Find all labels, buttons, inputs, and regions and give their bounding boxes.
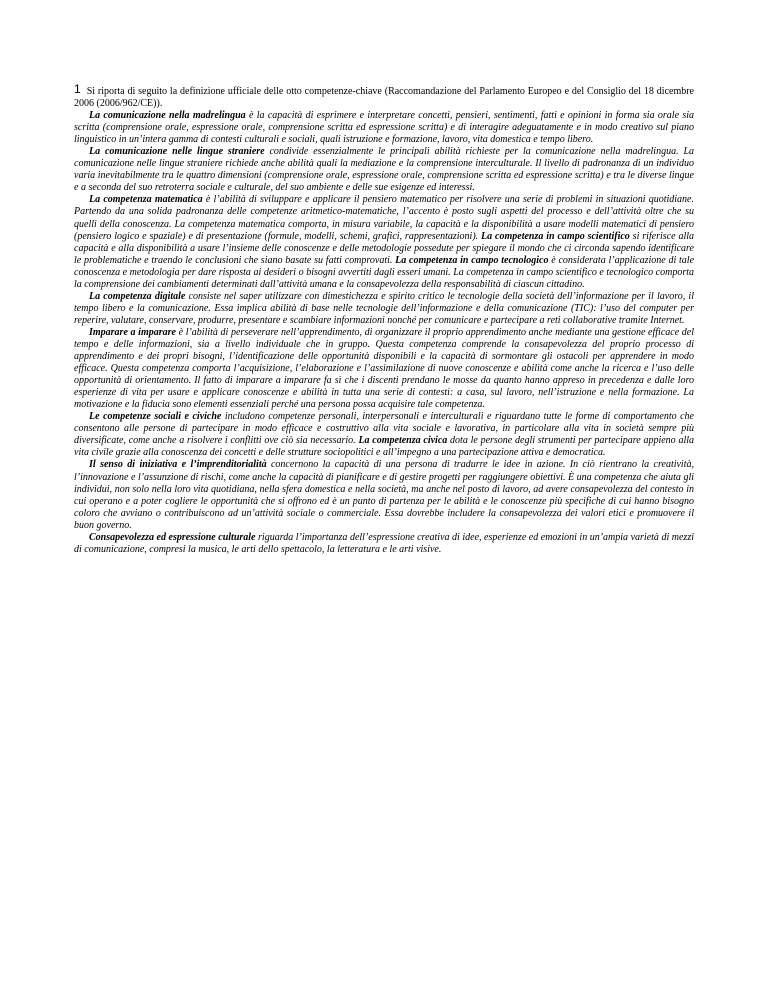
paragraph-matematica bbox=[74, 194, 694, 290]
paragraph-madrelingua bbox=[74, 110, 694, 146]
term-madrelingua: La comunicazione nella madrelingua bbox=[89, 110, 246, 122]
term-tecnologico: La competenza in campo tecnologico bbox=[395, 254, 549, 266]
term-sociali-civiche: Le competenze sociali e civiche bbox=[89, 411, 222, 423]
definition-iniziativa: concernono la capacità di una persona di tradurre le idee in azione. In ciò rientrano la creatività, l’innovazione e l’assunzione di rischi, come anche la capacità di pianificare e di gestire progetti per raggiungere obiettivi. È una competenza che aiuta gli individui, non solo nella loro vita quotidiana, nella sfera domestica e nella società, ma anche nel posto di lavoro, ad avere consapevolezza del contesto in cui operano e a poter cogliere le opportunità che si offrono ed è un punto di partenza per le abilità e le conoscenze più specifiche di cui hanno bisogno coloro che avviano o contribuiscono ad un’attività sociale o commerciale. Essa dovrebbe includere la consapevolezza dei valori etici e promuovere il buon governo. bbox=[74, 459, 694, 531]
paragraph-digitale bbox=[74, 291, 694, 327]
paragraph-sociali-civiche bbox=[74, 411, 694, 459]
definition-tecnologico: è considerata l’applicazione di tale conoscenza e metodologia per dare risposta ai desideri o bisogni avvertiti dagli esseri umani. La competenza in campo scientifico e tecnologico comporta la comprensione dei cambiamenti determinati dall’attività umana e la consapevolezza della responsabilità di ciascun cittadino. bbox=[74, 254, 695, 290]
definition-madrelingua: è la capacità di esprimere e interpretare concetti, pensieri, sentimenti, fatti e opinioni in forma sia orale sia scritta (comprensione orale, espressione orale, comprensione scritta ed espressione scritta) e di interagire adeguatamente e in modo creativo sul piano linguistico in un’intera gamma di contesti culturali e sociali, quali istruzione e formazione, lavoro, vita domestica e tempo libero. bbox=[74, 110, 695, 146]
definition-imparare: è l’abilità di perseverare nell’apprendimento, di organizzare il proprio apprendimento anche mediante una gestione efficace del tempo e delle informazioni, sia a livello individuale che in gruppo. Questa competenza comprende la consapevolezza del proprio processo di apprendimento e dei propri bisogni, l’identificazione delle opportunità disponibili e la capacità di sormontare gli ostacoli per apprendere in modo efficace. Questa competenza comporta l’acquisizione, l’elaborazione e l’assimilazione di nuove conoscenze e abilità come anche la ricerca e l’uso delle opportunità di orientamento. Il fatto di imparare a imparare fa sì che i discenti prendano le mosse da quanto hanno appreso in precedenza e dalle loro esperienze di vita per usare e applicare conoscenze e abilità in tutta una serie di contesti: a casa, sul lavoro, nell’istruzione e nella formazione. La motivazione e la fiducia sono elementi essenziali perché una persona possa acquisire tale competenza. bbox=[74, 326, 695, 411]
footnote-marker: 1 bbox=[74, 82, 81, 96]
term-scientifico: La competenza in campo scientifico bbox=[481, 230, 630, 242]
paragraph-lingue-straniere bbox=[74, 146, 694, 194]
term-digitale: La competenza digitale bbox=[89, 290, 186, 302]
paragraph-iniziativa bbox=[74, 459, 694, 531]
term-imparare: Imparare a imparare bbox=[89, 326, 176, 338]
definition-matematica: è l’abilità di sviluppare e applicare il pensiero matematico per risolvere una serie di problemi in situazioni quotidiane. Partendo da una solida padronanza delle competenze aritmetico-matematiche, l’accento è posto sugli aspetti del processo e dell’attività oltre che su quelli della conoscenza. La competenza matematica comporta, in misura variabile, la capacità e la disponibilità a usare modelli matematici di pensiero (pensiero logico e spaziale) e di presentazione (formule, modelli, schemi, grafici, rappresentazioni). bbox=[74, 194, 695, 242]
definition-digitale: consiste nel saper utilizzare con dimestichezza e spirito critico le tecnologie della società dell’informazione per il lavoro, il tempo libero e la comunicazione. Essa implica abilità di base nelle tecnologie dell’informazione e della comunicazione (TIC): l’uso del computer per reperire, valutare, conservare, produrre, presentare e scambiare informazioni nonché per comunicare e partecipare a reti collaborative tramite Internet. bbox=[74, 290, 694, 326]
paragraph-imparare bbox=[74, 327, 694, 411]
term-civica: La competenza civica bbox=[358, 435, 448, 447]
footnote-intro-text: Si riporta di seguito la definizione ufficiale delle otto competenze-chiave (Raccomandazione del Parlamento Europeo e del Consiglio del 18 dicembre 2006 (2006/962/CE)). bbox=[74, 86, 694, 110]
definition-culturale: riguarda l’importanza dell’espressione creativa di idee, esperienze ed emozioni in un’ampia varietà di mezzi di comunicazione, compresi la musica, le arti dello spettacolo, la letteratura e le arti visive. bbox=[74, 531, 694, 555]
definition-civica: dota le persone degli strumenti per partecipare appieno alla vita civile grazie alla conoscenza dei concetti e delle strutture sociopolitici e all’impegno a una partecipazione attiva e democratica. bbox=[74, 435, 694, 459]
definition-lingue-straniere: condivide essenzialmente le principali abilità richieste per la comunicazione nella madrelingua. La comunicazione nelle lingue straniere richiede anche abilità quali la mediazione e la comprensione interculturale. Il livello di padronanza di un individuo varia inevitabilmente tra le quattro dimensioni (comprensione orale, espressione orale, comprensione scritta ed espressione scritta) e tra le diverse lingue e a seconda del suo retroterra sociale e culturale, del suo ambiente e delle sue esigenze ed interessi. bbox=[74, 146, 695, 194]
term-iniziativa: Il senso di iniziativa e l’imprenditorialità bbox=[89, 459, 267, 471]
footnote-document bbox=[74, 84, 694, 556]
term-culturale: Consapevolezza ed espressione culturale bbox=[89, 531, 256, 543]
term-lingue-straniere: La comunicazione nelle lingue straniere bbox=[89, 146, 265, 158]
paragraph-culturale bbox=[74, 532, 694, 556]
definition-sociali-civiche: includono competenze personali, interpersonali e interculturali e riguardano tutte le forme di comportamento che consentono alle persone di partecipare in modo efficace e costruttivo alla vita sociale e lavorativa, in particolare alla vita in società sempre più diversificate, come anche a risolvere i conflitti ove ciò sia necessario. bbox=[74, 411, 694, 447]
definition-scientifico: si riferisce alla capacità e alla disponibilità a usare l’insieme delle conoscenze e delle metodologie possedute per spiegare il mondo che ci circonda sapendo identificare le problematiche e traendo le conclusioni che siano basate su fatti comprovati. bbox=[74, 230, 695, 266]
term-matematica: La competenza matematica bbox=[89, 194, 203, 206]
footnote-intro bbox=[74, 84, 694, 110]
